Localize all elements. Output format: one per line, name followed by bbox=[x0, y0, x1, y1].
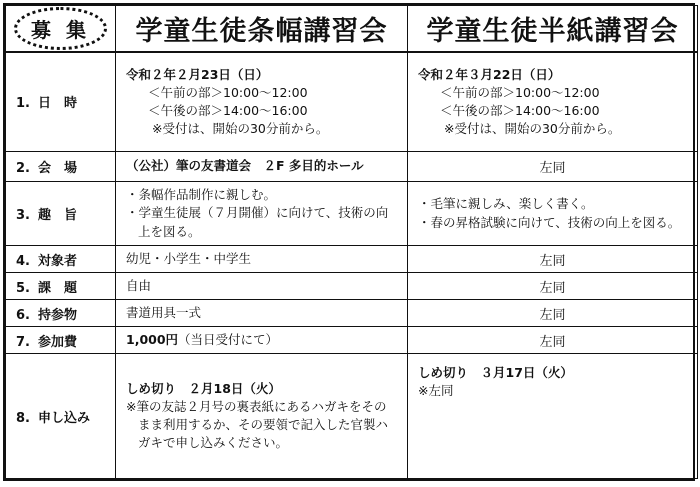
target-a: 幼児・小学生・中学生 bbox=[116, 246, 408, 273]
date-b: 令和２年３月22日（日） bbox=[418, 66, 561, 82]
fee-note: （当日受付にて） bbox=[178, 331, 279, 347]
row-label-items: 6. 持参物 bbox=[6, 300, 116, 327]
row-label-venue: 2. 会 場 bbox=[6, 152, 116, 182]
fee-amount: 1,000円 bbox=[126, 331, 179, 347]
purpose-a bbox=[116, 182, 408, 246]
event-title-a: 学童生徒条幅講習会 bbox=[116, 6, 408, 52]
row-target bbox=[6, 246, 698, 273]
apply-note-b: ※左同 bbox=[418, 383, 454, 399]
row-items bbox=[6, 300, 698, 327]
recruitment-table-frame bbox=[3, 3, 695, 481]
row-label-datetime: 1. 日 時 bbox=[6, 52, 116, 152]
morning-a: ＜午前の部＞10:00〜12:00 bbox=[148, 84, 308, 100]
event-title-b: 学童生徒半紙講習会 bbox=[408, 6, 698, 52]
apply-a bbox=[116, 354, 408, 479]
purpose-b-2: ・春の昇格試験に向けて、技術の向上を図る。 bbox=[418, 214, 681, 230]
subject-b: 左同 bbox=[408, 273, 698, 300]
row-datetime bbox=[6, 52, 698, 152]
row-label-apply: 8. 申し込み bbox=[6, 354, 116, 479]
row-label-purpose: 3. 趣 旨 bbox=[6, 182, 116, 246]
deadline-a: しめ切り ２月18日（火） bbox=[126, 380, 281, 396]
datetime-a bbox=[116, 52, 408, 152]
row-subject bbox=[6, 273, 698, 300]
fee-a bbox=[116, 327, 408, 354]
reception-note-a: ※受付は、開始の30分前から。 bbox=[152, 120, 329, 136]
recruitment-table bbox=[5, 5, 698, 479]
row-label-subject: 5. 課 題 bbox=[6, 273, 116, 300]
date-a: 令和２年２月23日（日） bbox=[126, 66, 269, 82]
datetime-b bbox=[408, 52, 698, 152]
row-label-target: 4. 対象者 bbox=[6, 246, 116, 273]
purpose-b bbox=[408, 182, 698, 246]
purpose-a-2: ・学童生徒展（７月開催）に向けて、技術の向上を図る。 bbox=[126, 205, 389, 239]
subject-a: 自由 bbox=[116, 273, 408, 300]
morning-b: ＜午前の部＞10:00〜12:00 bbox=[440, 84, 600, 100]
row-venue bbox=[6, 152, 698, 182]
purpose-a-1: ・条幅作品制作に親しむ。 bbox=[126, 187, 277, 203]
purpose-b-1: ・毛筆に親しみ、楽しく書く。 bbox=[418, 196, 594, 212]
recruitment-badge: 募 集 bbox=[14, 7, 107, 50]
afternoon-a: ＜午後の部＞14:00〜16:00 bbox=[148, 102, 308, 118]
badge-cell bbox=[6, 6, 116, 52]
apply-note-a: ※筆の友誌２月号の裏表紙にあるハガキをそのまま利用するか、その要領で記入した官製ハガキで申し込みください。 bbox=[126, 398, 389, 451]
header-row bbox=[6, 6, 698, 52]
row-fee bbox=[6, 327, 698, 354]
items-b: 左同 bbox=[408, 300, 698, 327]
row-apply bbox=[6, 354, 698, 479]
target-b: 左同 bbox=[408, 246, 698, 273]
afternoon-b: ＜午後の部＞14:00〜16:00 bbox=[440, 102, 600, 118]
apply-b bbox=[408, 354, 698, 479]
deadline-b: しめ切り ３月17日（火） bbox=[418, 365, 573, 380]
row-purpose bbox=[6, 182, 698, 246]
venue-a: （公社）筆の友書道会 ２F 多目的ホール bbox=[116, 152, 408, 182]
reception-note-b: ※受付は、開始の30分前から。 bbox=[444, 120, 621, 136]
fee-b: 左同 bbox=[408, 327, 698, 354]
items-a: 書道用具一式 bbox=[116, 300, 408, 327]
venue-b: 左同 bbox=[408, 152, 698, 182]
row-label-fee: 7. 参加費 bbox=[6, 327, 116, 354]
